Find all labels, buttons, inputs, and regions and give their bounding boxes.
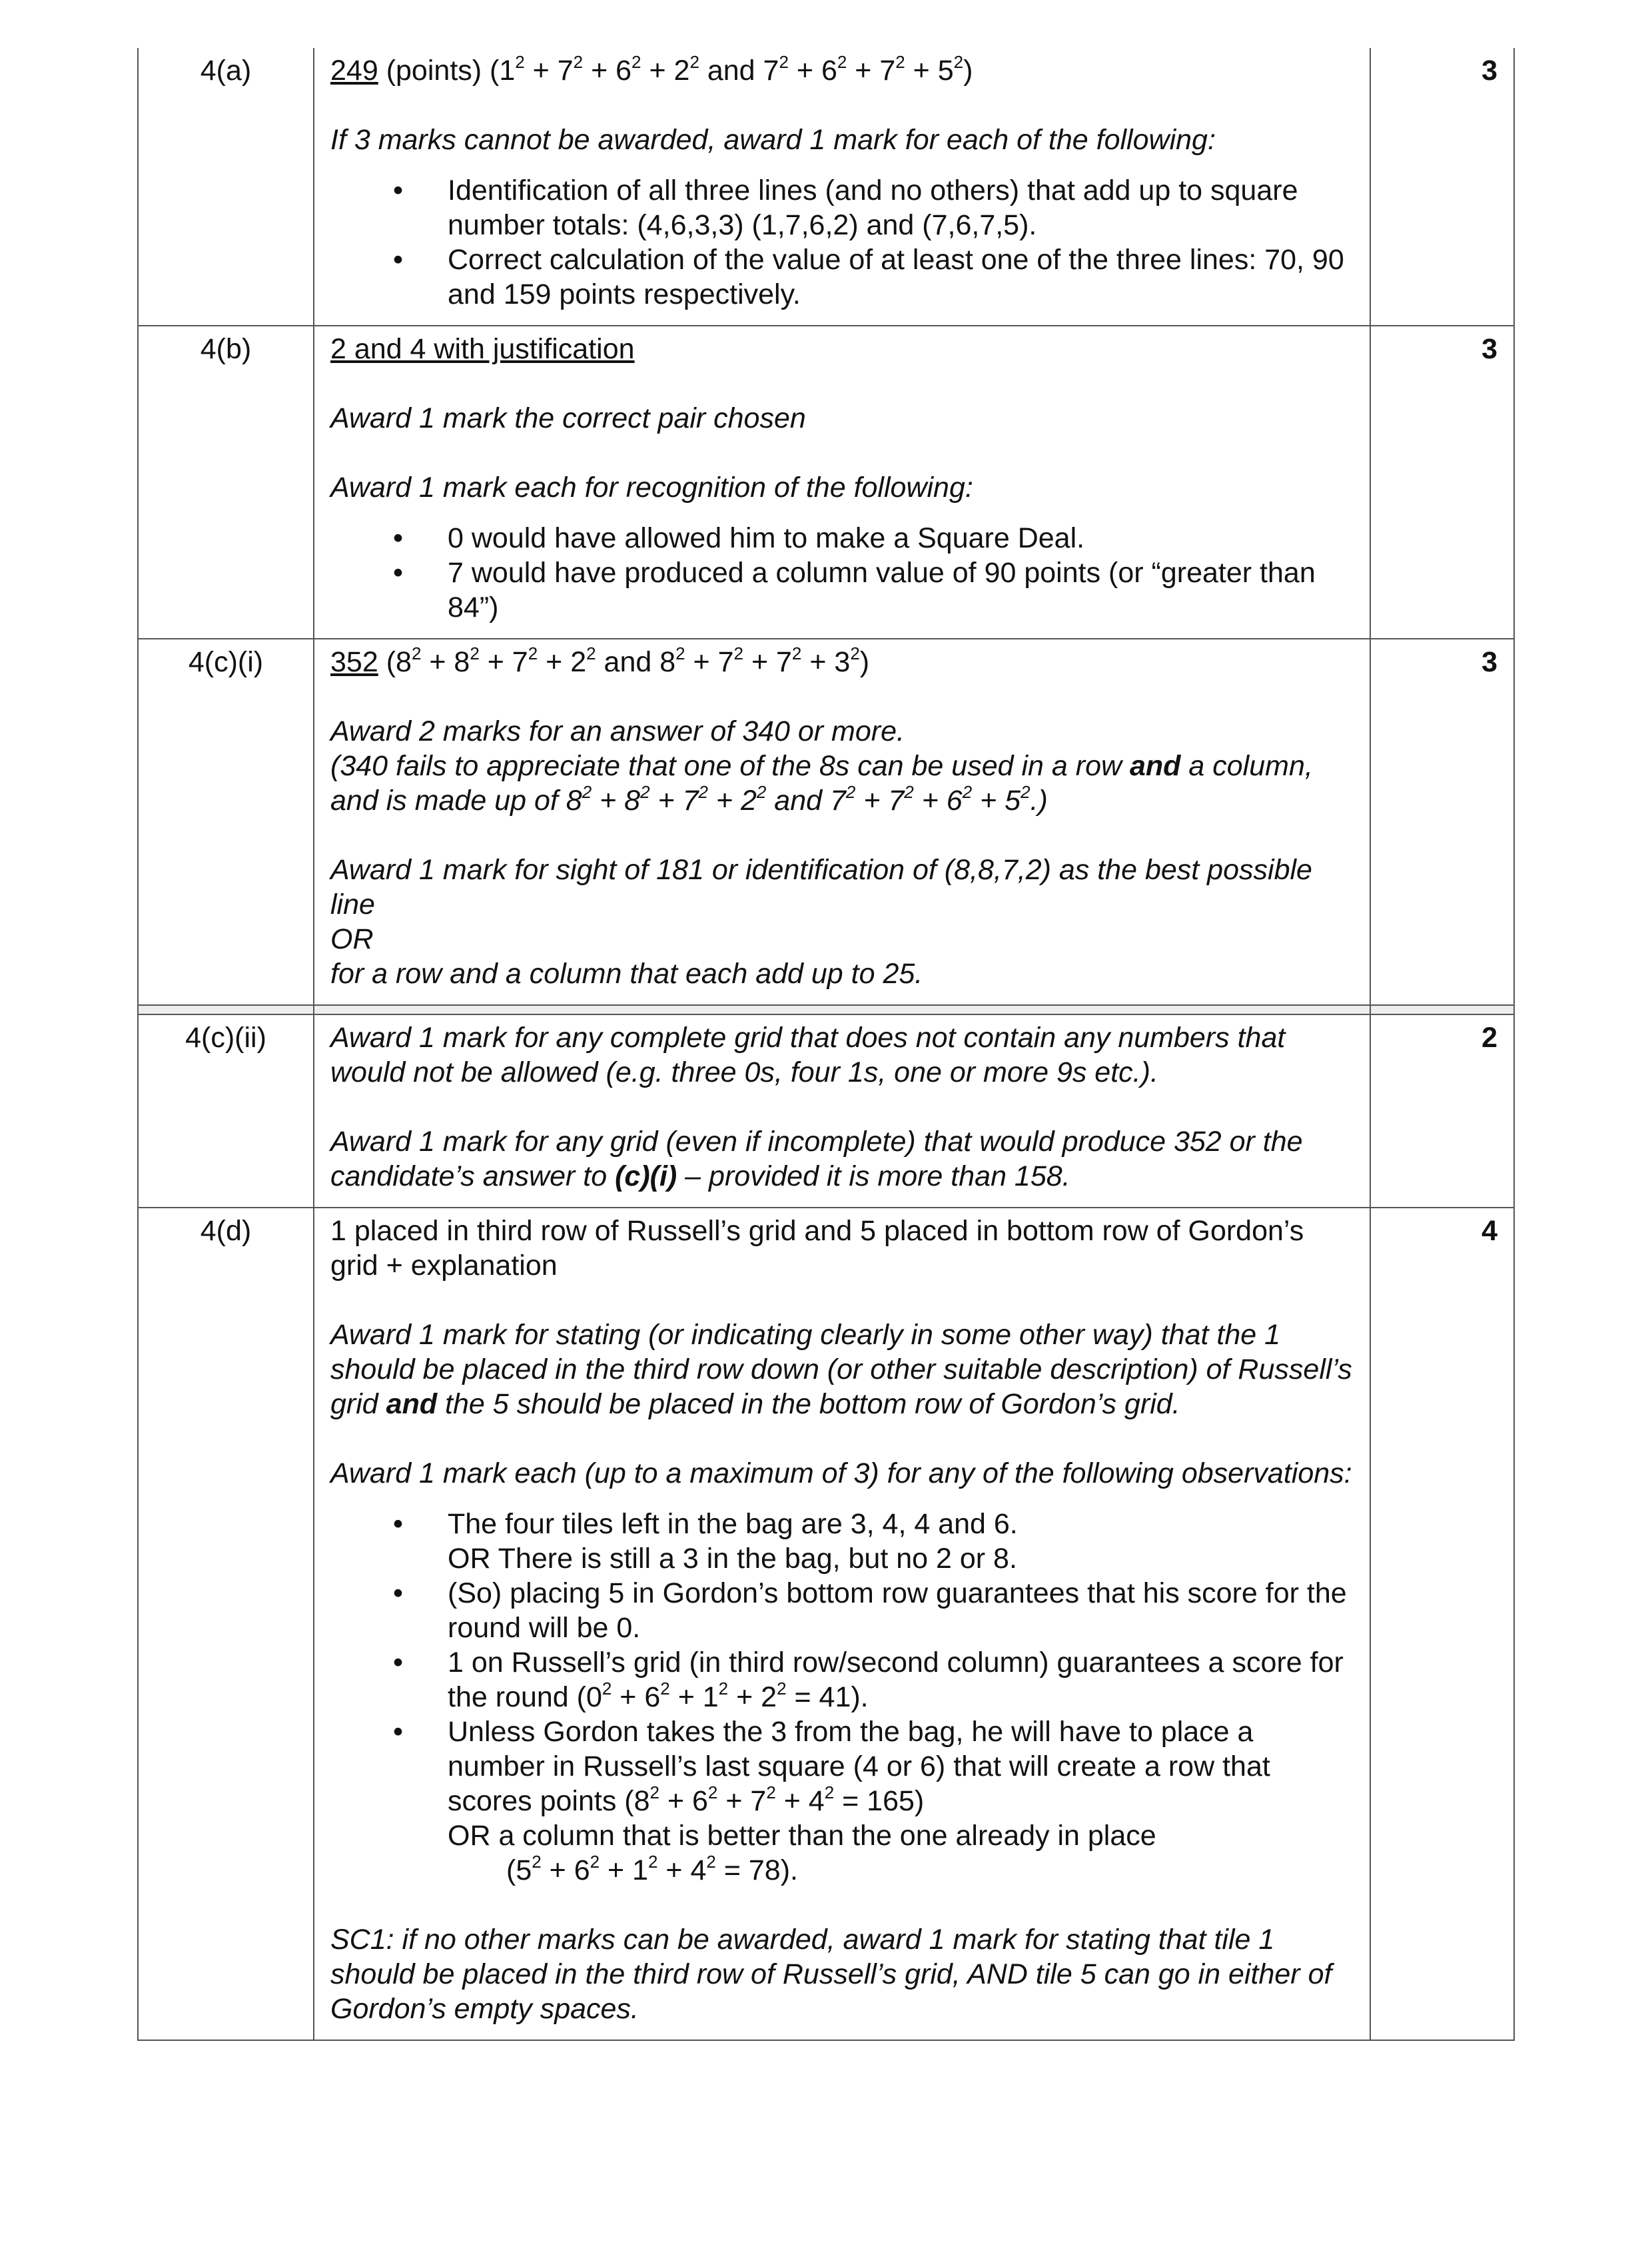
marking-note [330,1124,1356,1194]
mark-scheme-table [137,48,1515,2041]
marking-note: Award 1 mark for any complete grid that does not contain any numbers that would not be allowed (e.g. three 0s, four 1s, one or more 9s etc.). [330,1022,1286,1088]
question-number: 4(d) [138,1208,314,2040]
list-item: • (So) placing 5 in Gordon’s bottom row guarantees that his score for the round will be 0. [448,1576,1356,1645]
split-cell [1370,1005,1514,1014]
list-item: • 0 would have allowed him to make a Square Deal. [448,521,1356,556]
note-emphasis: and [386,1388,438,1420]
note-text: Award 1 mark for stating (or indicating clearly in some other way) that the 1 should be placed in the third row down (or other suitable description) of Russell’s grid [330,1319,1352,1420]
answer-cell [314,1208,1370,2040]
note-emphasis: and [1130,750,1181,782]
bullet-list [330,173,1356,312]
answer-value: 2 and 4 with justification [330,333,635,365]
note-text: Award 1 mark for any grid (even if incomplete) that would produce 352 or the candidate’s answer to [330,1126,1303,1192]
note-text: the 5 should be placed in the bottom row of Gordon’s grid. [437,1388,1180,1420]
list-item [448,1714,1356,1888]
note-text: – provided it is more than 158. [677,1160,1070,1192]
marks-value: 2 [1370,1014,1514,1208]
answer-line: 1 placed in third row of Russell’s grid and 5 placed in bottom row of Gordon’s grid + explanation [330,1215,1304,1282]
list-item: • 1 on Russell’s grid (in third row/second column) guarantees a score for the round $(0^2 + 6^2 + 1^2 + 2^2 = 41)$. [448,1645,1356,1714]
table-row [138,326,1514,639]
answer-cell [314,48,1370,326]
answer-cell [314,326,1370,639]
marks-value: 3 [1370,639,1514,1005]
note-text: a column, and is made up of $8^2 + 8^2 + 7^2 + 2^2$ and $7^2 + 7^2 + 6^2 + 5^2$.) [330,750,1313,817]
marking-note: Award 1 mark each for recognition of the following: [330,472,973,504]
answer-value: 249 [330,55,378,87]
list-item: • Identification of all three lines (and no others) that add up to square number totals: (4,6,3,3) (1,7,6,2) and (7,6,7,5). [448,173,1356,242]
answer-line [330,645,1356,679]
marking-note [330,1317,1356,1421]
list-item: • 7 would have produced a column value of 90 points (or “greater than 84”) [448,556,1356,625]
marking-note: Award 1 mark the correct pair chosen [330,402,806,434]
answer-working: (points) ($1^2 + 7^2 + 6^2 + 2^2$ and $7^2 + 6^2 + 7^2 + 5^2$) [378,52,973,87]
marking-note: Award 1 mark for sight of 181 or identification of (8,8,7,2) as the best possible line [330,854,1312,921]
item-text: • Unless Gordon takes the 3 from the bag, he will have to place a number in Russell’s last square (4 or 6) that will create a row that scores points $(8^2 + 6^2 + 7^2 + 4^2 = 165)$ [448,1716,1270,1817]
split-cell [314,1005,1370,1014]
answer-cell [314,1014,1370,1208]
question-number: 4(c)(ii) [138,1014,314,1208]
marking-note: If 3 marks cannot be awarded, award 1 mark for each of the following: [330,124,1216,156]
item-text: • The four tiles left in the bag are 3, 4, 4 and 6. [448,1508,1018,1540]
answer-value: 352 [330,646,378,678]
marks-value: 3 [1370,326,1514,639]
marks-value: 4 [1370,1208,1514,2040]
marking-note: Award 2 marks for an answer of 340 or more. [330,715,905,747]
table-row [138,1208,1514,2040]
bullet-list [330,521,1356,625]
marking-note: for a row and a column that each add up to 25. [330,958,923,990]
question-number: 4(b) [138,326,314,639]
answer-line [330,332,1356,366]
answer-cell [314,639,1370,1005]
split-cell [138,1005,314,1014]
question-number: 4(c)(i) [138,639,314,1005]
list-item: • Correct calculation of the value of at least one of the three lines: 70, 90 and 159 points respectively. [448,242,1356,312]
bullet-list [330,1507,1356,1888]
table-row [138,48,1514,326]
table-row [138,1014,1514,1208]
item-text: $(5^2 + 6^2 + 1^2 + 4^2 = 78)$. [506,1852,798,1886]
table-row [138,639,1514,1005]
answer-working: ($8^2 + 8^2 + 7^2 + 2^2$ and $8^2 + 7^2 + 7^2 + 3^2$) [378,643,870,678]
item-text: OR There is still a 3 in the bag, but no 2 or 8. [448,1543,1017,1575]
special-case-note: SC1: if no other marks can be awarded, award 1 mark for stating that tile 1 should be placed in the third row of Russell’s grid, AND tile 5 can go in either of Gordon’s empty spaces. [330,1924,1332,2025]
note-text: (340 fails to appreciate that one of the 8s can be used in a row [330,750,1130,782]
question-number: 4(a) [138,48,314,326]
marking-note: Award 1 mark each (up to a maximum of 3) for any of the following observations: [330,1457,1352,1489]
marking-note: OR [330,923,374,955]
answer-line [330,53,1356,88]
list-item [448,1507,1356,1576]
table-split [138,1005,1514,1014]
marking-note [330,749,1356,818]
note-emphasis: (c)(i) [615,1160,677,1192]
marks-value: 3 [1370,48,1514,326]
item-text: OR a column that is better than the one already in place [448,1820,1156,1852]
